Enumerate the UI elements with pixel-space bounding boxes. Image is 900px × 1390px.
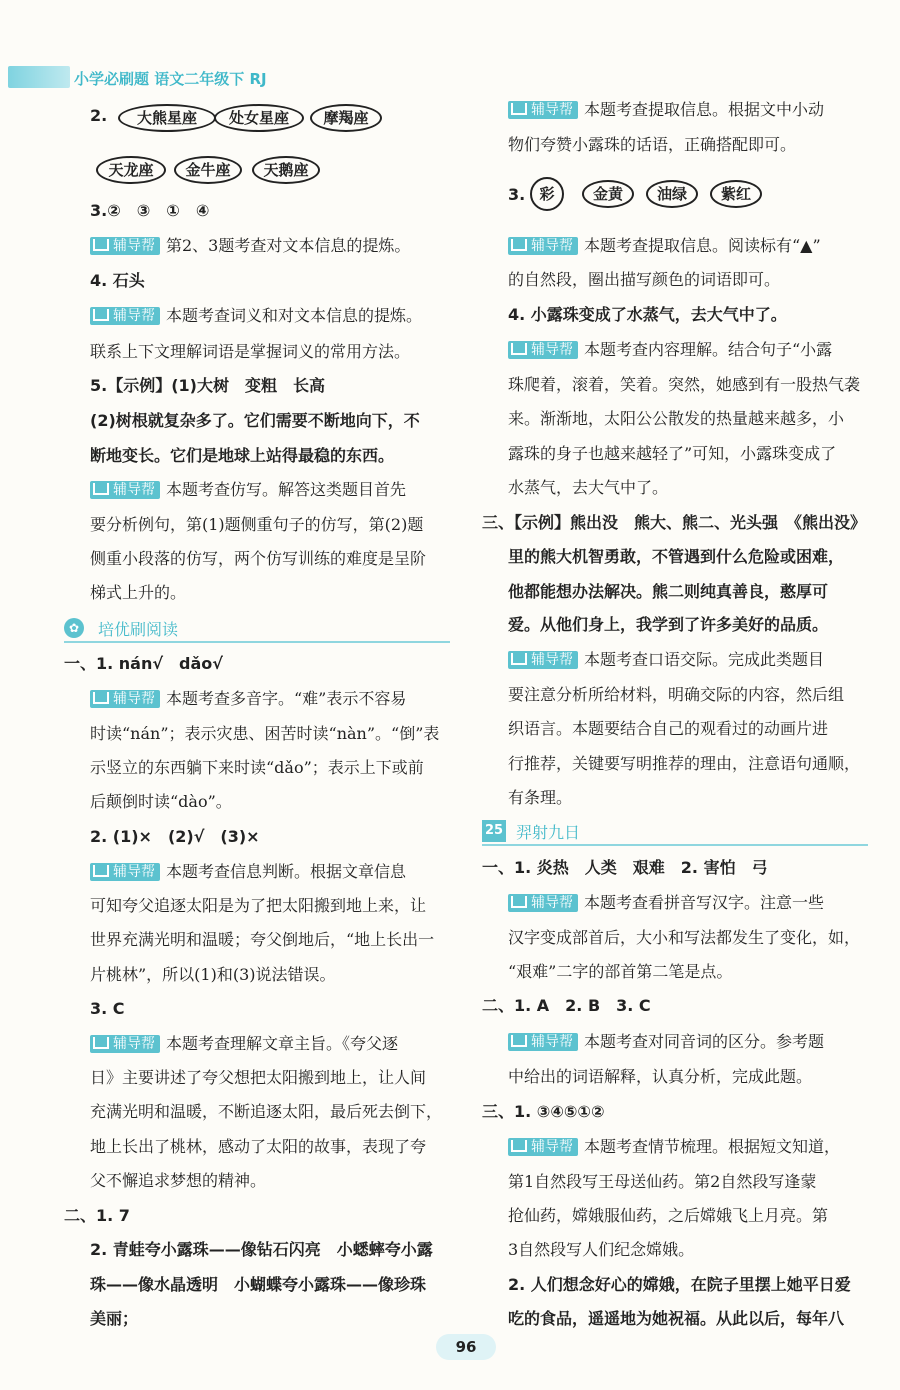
answer: 2. 青蛙夸小露珠——像钻石闪亮 小蟋蟀夸小露 xyxy=(90,1240,433,1259)
book-icon xyxy=(93,309,109,321)
constellation-oval: 摩羯座 xyxy=(310,104,382,132)
guide-text: 行推荐，关键要写明推荐的理由，注意语句通顺， xyxy=(508,754,861,773)
answer-q4: 4. 石头 xyxy=(90,271,145,290)
header-accent-strip xyxy=(8,66,70,88)
guide-text: 第1自然段写王母送仙药。第2自然段写逢蒙 xyxy=(508,1172,817,1191)
guide-text: 时读“nán”；表示灾患、困苦时读“nàn”。“倒”表 xyxy=(90,724,440,743)
guide-text: 汉字变成部首后，大小和写法都发生了变化，如， xyxy=(508,928,861,947)
section-header xyxy=(64,617,450,643)
guide-note: 辅导帮 第2、3题考查对文本信息的提炼。 xyxy=(90,236,410,256)
guide-text: “艰难”二字的部首第二笔是点。 xyxy=(508,962,733,981)
constellation-oval: 大熊星座 xyxy=(118,104,216,132)
page-number: 96 xyxy=(436,1334,496,1360)
answer-q5: 5.【示例】(1)大树 变粗 长高 xyxy=(90,376,325,395)
guide-text: 物们夸赞小露珠的话语，正确搭配即可。 xyxy=(508,135,797,154)
book-icon xyxy=(511,343,527,355)
guide-tag: 辅导帮 xyxy=(508,101,578,119)
guide-text: 珠爬着，滚着，笑着。突然，她感到有一股热气袭 xyxy=(508,375,861,394)
guide-text: 联系上下文理解词语是掌握词义的常用方法。 xyxy=(90,342,411,361)
constellation-oval: 处女星座 xyxy=(214,104,304,132)
answer: 他都能想办法解决。熊二则纯真善良，憨厚可 xyxy=(508,582,829,601)
answer-q3: 3.② ③ ① ④ xyxy=(90,201,210,220)
guide-tag: 辅导帮 xyxy=(90,481,160,499)
guide-tag: 辅导帮 xyxy=(90,237,160,255)
section-title: 培优刷阅读 xyxy=(98,620,179,639)
guide-tag: 辅导帮 xyxy=(90,690,160,708)
lesson-number: 25 xyxy=(482,820,506,842)
constellation-oval: 金牛座 xyxy=(174,156,242,184)
section-title: 羿射九日 xyxy=(516,823,581,842)
guide-text: 织语言。本题要结合自己的观看过的动画片进 xyxy=(508,719,829,738)
constellation-oval: 天鹅座 xyxy=(252,156,320,184)
guide-tag: 辅导帮 xyxy=(90,307,160,325)
guide-text: 来。渐渐地，太阳公公散发的热量越来越多，小 xyxy=(508,409,845,428)
guide-text: 3自然段写人们纪念嫦娥。 xyxy=(508,1240,695,1259)
guide-text: 的自然段，圈出描写颜色的词语即可。 xyxy=(508,270,781,289)
book-icon xyxy=(93,239,109,251)
guide-tag: 辅导帮 xyxy=(508,237,578,255)
color-oval: 金黄 xyxy=(582,180,634,208)
book-icon xyxy=(511,1035,527,1047)
guide-note: 辅导帮 本题考查提取信息。根据文中小动 xyxy=(508,100,824,120)
guide-text: 要注意分析所给材料，明确交际的内容，然后组 xyxy=(508,685,845,704)
constellation-oval: 天龙座 xyxy=(96,156,166,184)
guide-note: 辅导帮 本题考查理解文章主旨。《夸父逐 xyxy=(90,1034,398,1054)
color-oval: 油绿 xyxy=(646,180,698,208)
guide-text: 世界充满光明和温暖；夸父倒地后，“地上长出一 xyxy=(90,930,435,949)
book-icon xyxy=(93,1037,109,1049)
guide-tag: 辅导帮 xyxy=(508,1138,578,1156)
book-icon xyxy=(511,896,527,908)
guide-text: 示竖立的东西躺下来时读“dǎo”；表示上下或前 xyxy=(90,758,424,777)
guide-note: 辅导帮 本题考查情节梳理。根据短文知道， xyxy=(508,1137,840,1157)
answer: 二、1. A 2. B 3. C xyxy=(482,996,651,1015)
guide-note: 辅导帮 本题考查词义和对文本信息的提炼。 xyxy=(90,306,422,326)
guide-tag: 辅导帮 xyxy=(508,341,578,359)
guide-note: 辅导帮 本题考查看拼音写汉字。注意一些 xyxy=(508,893,824,913)
book-icon xyxy=(511,1140,527,1152)
guide-text: 中给出的词语解释，认真分析，完成此题。 xyxy=(508,1067,813,1086)
guide-note: 辅导帮 本题考查口语交际。完成此类题目 xyxy=(508,650,824,670)
guide-text: 梯式上升的。 xyxy=(90,583,187,602)
answer: 一、1. 炎热 人类 艰难 2. 害怕 弓 xyxy=(482,858,768,877)
answer: 4. 小露珠变成了水蒸气，去大气中了。 xyxy=(508,305,787,324)
answer: 2. (1)× (2)√ (3)× xyxy=(90,827,260,846)
guide-tag: 辅导帮 xyxy=(508,894,578,912)
guide-text: 水蒸气，去大气中了。 xyxy=(508,478,669,497)
answer: 爱。从他们身上，我学到了许多美好的品质。 xyxy=(508,615,829,634)
answer: 美丽； xyxy=(90,1309,139,1328)
guide-text: 要分析例句，第(1)题侧重句子的仿写，第(2)题 xyxy=(90,515,424,534)
answer: 里的熊大机智勇敢，不管遇到什么危险或困难， xyxy=(508,547,845,566)
book-icon xyxy=(511,239,527,251)
color-circle: 彩 xyxy=(530,177,564,211)
answer: 吃的食品，遥遥地为她祝福。从此以后，每年八 xyxy=(508,1309,845,1328)
book-icon xyxy=(93,483,109,495)
guide-tag: 辅导帮 xyxy=(90,863,160,881)
guide-text: 片桃林”，所以(1)和(3)说法错误。 xyxy=(90,965,336,984)
reading-icon: ✿ xyxy=(64,618,84,638)
book-icon xyxy=(511,653,527,665)
guide-text: 可知夸父追逐太阳是为了把太阳搬到地上来，让 xyxy=(90,896,427,915)
color-oval: 紫红 xyxy=(710,180,762,208)
answer: 3. C xyxy=(90,999,125,1018)
guide-tag: 辅导帮 xyxy=(508,1033,578,1051)
answer-q5: (2)树根就复杂多了。它们需要不断地向下，不 xyxy=(90,411,420,430)
guide-text: 有条理。 xyxy=(508,788,573,807)
guide-note: 辅导帮 本题考查对同音词的区分。参考题 xyxy=(508,1032,824,1052)
answer: 三、1. ③④⑤①② xyxy=(482,1102,605,1121)
guide-note: 辅导帮 本题考查信息判断。根据文章信息 xyxy=(90,862,406,882)
q2-label: 2. xyxy=(90,106,108,125)
guide-text: 日》主要讲述了夸父想把太阳搬到地上，让人间 xyxy=(90,1068,427,1087)
header-title: 小学必刷题 语文二年级下 RJ xyxy=(74,70,267,88)
answer: 二、1. 7 xyxy=(64,1206,130,1225)
q3-label: 3. xyxy=(508,185,526,204)
guide-text: 露珠的身子也越来越轻了”可知，小露珠变成了 xyxy=(508,444,837,463)
answer-q5: 断地变长。它们是地球上站得最稳的东西。 xyxy=(90,446,395,465)
answer: 2. 人们想念好心的嫦娥，在院子里摆上她平日爱 xyxy=(508,1275,851,1294)
guide-text: 地上长出了桃林，感动了太阳的故事，表现了夸 xyxy=(90,1137,427,1156)
guide-tag: 辅导帮 xyxy=(508,651,578,669)
guide-note: 辅导帮 本题考查内容理解。结合句子“小露 xyxy=(508,340,832,360)
guide-note: 辅导帮 本题考查多音字。“难”表示不容易 xyxy=(90,689,406,709)
book-icon xyxy=(511,103,527,115)
guide-text: 充满光明和温暖，不断追逐太阳，最后死去倒下， xyxy=(90,1102,443,1121)
guide-note: 辅导帮 本题考查仿写。解答这类题目首先 xyxy=(90,480,406,500)
guide-text: 后颠倒时读“dào”。 xyxy=(90,792,232,811)
answer: 珠——像水晶透明 小蝴蝶夸小露珠——像珍珠 xyxy=(90,1275,427,1294)
guide-text: 抢仙药，嫦娥服仙药，之后嫦娥飞上月亮。第 xyxy=(508,1206,829,1225)
book-icon xyxy=(93,865,109,877)
section-header xyxy=(482,820,868,846)
guide-text: 父不懈追求梦想的精神。 xyxy=(90,1171,267,1190)
book-icon xyxy=(93,692,109,704)
guide-text: 侧重小段落的仿写，两个仿写训练的难度是呈阶 xyxy=(90,549,427,568)
answer: 三、【示例】熊出没 熊大、熊二、光头强 《熊出没》 xyxy=(482,513,867,532)
guide-note: 辅导帮 本题考查提取信息。阅读标有“▲” xyxy=(508,236,821,256)
answer: 一、1. nán√ dǎo√ xyxy=(64,654,223,673)
guide-tag: 辅导帮 xyxy=(90,1035,160,1053)
